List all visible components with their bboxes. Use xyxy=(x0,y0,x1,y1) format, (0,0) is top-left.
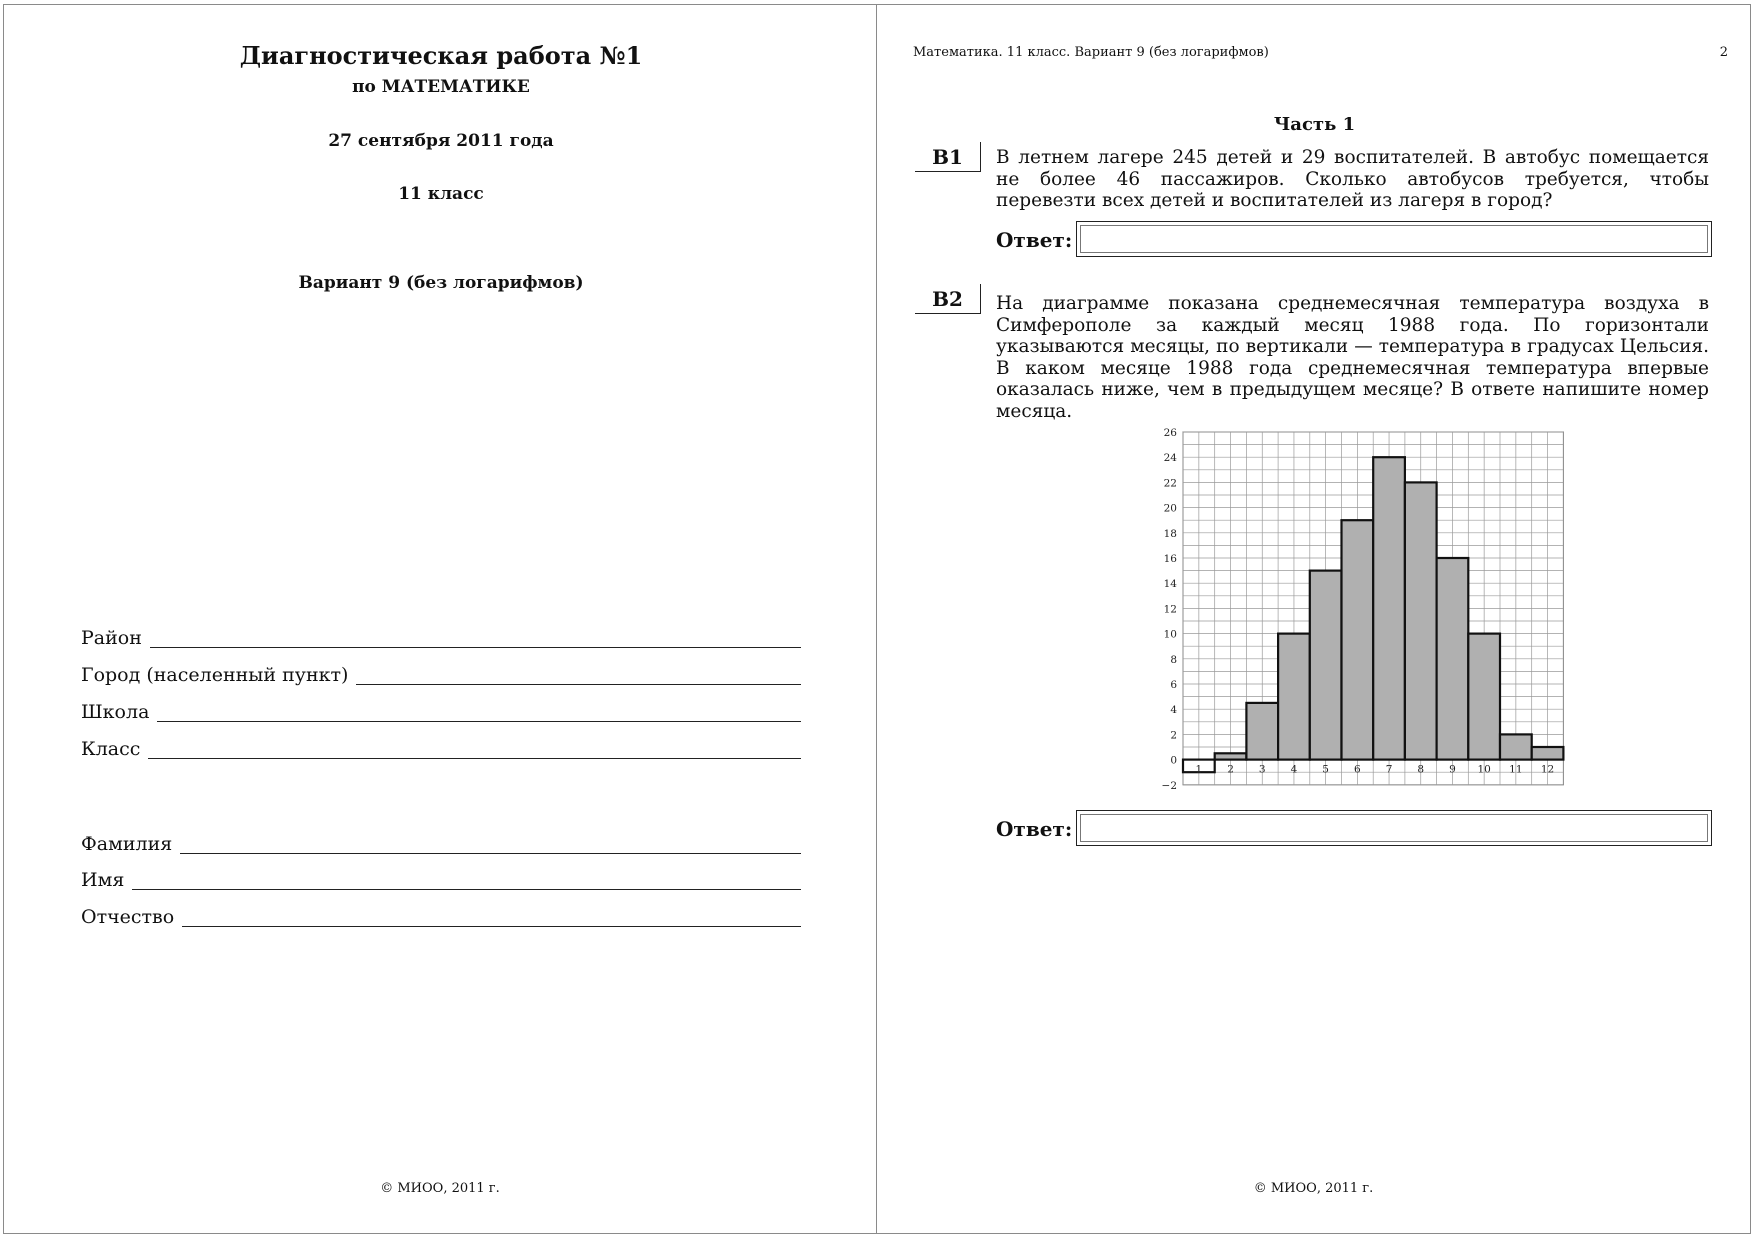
document-subject: по МАТЕМАТИКЕ xyxy=(352,77,530,97)
bar-month-6 xyxy=(1342,520,1374,759)
field-label: Школа xyxy=(81,701,150,723)
bar-month-9 xyxy=(1437,558,1469,760)
x-tick-label: 1 xyxy=(1195,763,1203,776)
bar-month-8 xyxy=(1405,482,1437,759)
document-grade: 11 класс xyxy=(398,184,484,204)
y-tick-label: 8 xyxy=(1170,653,1177,666)
x-tick-label: 3 xyxy=(1258,763,1266,776)
y-tick-label: 16 xyxy=(1163,553,1177,565)
x-tick-label: 10 xyxy=(1477,763,1491,776)
bar-month-7 xyxy=(1373,457,1405,759)
x-tick-label: 5 xyxy=(1322,763,1329,776)
field-label: Город (населенный пункт) xyxy=(81,664,349,686)
input-line[interactable] xyxy=(182,906,801,927)
answer-field-b2[interactable] xyxy=(1076,810,1712,846)
field-label: Класс xyxy=(81,738,141,760)
task-text-b2: На диаграмме показана среднемесячная температура воздуха в Симферополе за каждый месяц 1988 года. По горизонтали указываются месяцы, по вертикали — температура в градусах Цельсия. В каком месяце 1988 года среднемесячная температура впервые оказалась ниже, чем в предыдущем месяце? В ответе напишите номер месяца. xyxy=(996,293,1709,422)
y-tick-label: 6 xyxy=(1170,679,1177,691)
answer-label-b1: Ответ: xyxy=(996,228,1073,252)
bar-month-4 xyxy=(1278,634,1310,760)
school-field[interactable] xyxy=(81,693,801,723)
input-line[interactable] xyxy=(157,701,801,722)
input-line[interactable] xyxy=(132,869,801,890)
document-variant: Вариант 9 (без логарифмов) xyxy=(298,273,584,293)
y-tick-label: 20 xyxy=(1163,502,1177,515)
x-tick-label: 7 xyxy=(1385,763,1393,776)
task-label-b2: B2 xyxy=(915,284,981,314)
input-line[interactable] xyxy=(148,738,801,759)
document-date: 27 сентября 2011 года xyxy=(328,131,554,151)
x-tick-label: 9 xyxy=(1449,763,1456,776)
bar-month-2 xyxy=(1215,753,1247,759)
district-field[interactable] xyxy=(81,619,801,649)
x-tick-label: 12 xyxy=(1540,763,1555,776)
x-tick-label: 4 xyxy=(1290,763,1298,776)
answer-field-b1[interactable] xyxy=(1076,221,1712,257)
name-field[interactable] xyxy=(81,861,801,891)
running-header: Математика. 11 класс. Вариант 9 (без логарифмов) xyxy=(913,45,1269,60)
answer-label-b2: Ответ: xyxy=(996,817,1073,841)
y-tick-label: 14 xyxy=(1163,578,1177,591)
cover-page xyxy=(3,4,877,1234)
y-tick-label: 4 xyxy=(1170,704,1177,717)
field-label: Район xyxy=(81,627,142,649)
bar-month-5 xyxy=(1310,571,1342,760)
x-tick-label: 11 xyxy=(1509,763,1523,776)
y-tick-label: 18 xyxy=(1163,527,1177,540)
class-field[interactable] xyxy=(81,730,801,760)
bar-month-12 xyxy=(1532,747,1564,760)
input-line[interactable] xyxy=(150,627,801,648)
temperature-chart xyxy=(1147,422,1555,794)
input-line[interactable] xyxy=(180,833,801,854)
y-tick-label: 10 xyxy=(1163,628,1177,641)
document-title: Диагностическая работа №1 xyxy=(239,41,643,70)
patronymic-field[interactable] xyxy=(81,898,801,928)
cover-footer: © МИОО, 2011 г. xyxy=(380,1181,500,1196)
answer-input-b1[interactable] xyxy=(1080,225,1708,253)
answer-input-b2[interactable] xyxy=(1080,814,1708,842)
city-field[interactable] xyxy=(81,656,801,686)
bar-month-11 xyxy=(1500,734,1532,759)
y-tick-label: 12 xyxy=(1163,603,1177,616)
page-number: 2 xyxy=(1719,45,1728,60)
y-tick-label: 26 xyxy=(1163,427,1177,439)
surname-field[interactable] xyxy=(81,825,801,855)
x-tick-label: 2 xyxy=(1227,763,1234,776)
bar-month-3 xyxy=(1246,703,1278,760)
task-label-b1: B1 xyxy=(915,142,981,172)
field-label: Фамилия xyxy=(81,833,173,855)
y-tick-label: −2 xyxy=(1161,779,1177,792)
task-text-b1: В летнем лагере 245 детей и 29 воспитателей. В автобус помещается не более 46 пассажиров. Сколько автобусов требуется, чтобы перевезти всех детей и воспитателей из лагеря в город? xyxy=(996,147,1709,211)
y-tick-label: 0 xyxy=(1170,754,1177,767)
page2-footer: © МИОО, 2011 г. xyxy=(1253,1181,1374,1196)
field-label: Отчество xyxy=(81,906,175,928)
field-label: Имя xyxy=(81,869,125,891)
bar-month-10 xyxy=(1468,634,1500,760)
y-tick-label: 2 xyxy=(1170,729,1177,742)
y-tick-label: 22 xyxy=(1163,477,1177,490)
y-tick-label: 24 xyxy=(1163,452,1177,465)
x-tick-label: 6 xyxy=(1354,763,1361,776)
x-tick-label: 8 xyxy=(1417,763,1425,776)
input-line[interactable] xyxy=(356,664,801,685)
tasks-page xyxy=(876,4,1751,1234)
part-title: Часть 1 xyxy=(1273,114,1356,135)
